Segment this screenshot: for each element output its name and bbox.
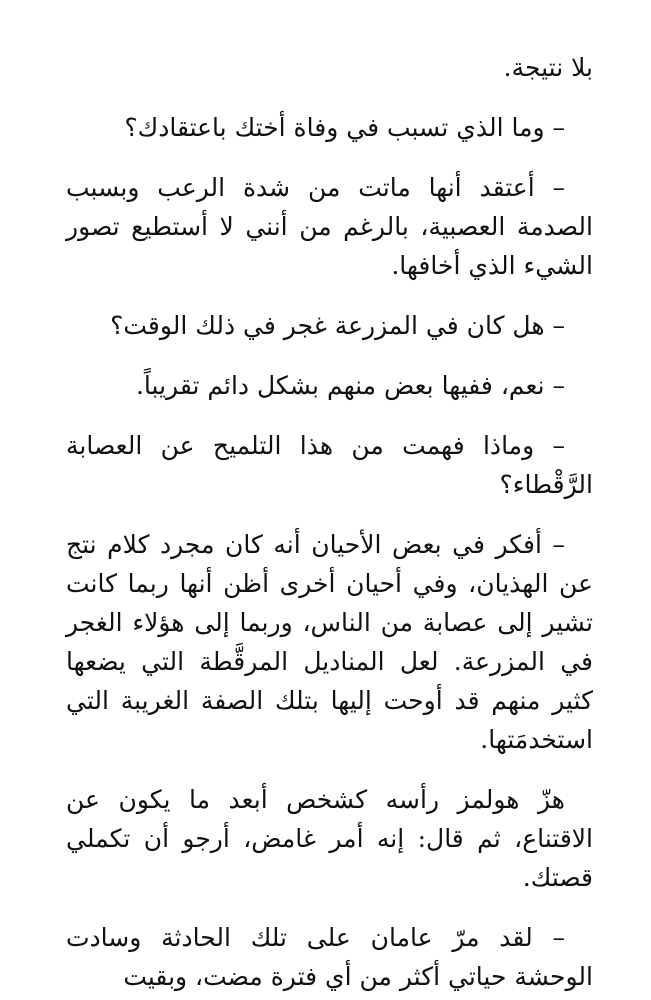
paragraph-continuation: بلا نتيجة. bbox=[503, 53, 593, 82]
book-page bbox=[66, 48, 593, 1000]
paragraph-question-speckled-band: – وماذا فهمت من هذا التلميح عن العصابة الرَّقْطاء؟ bbox=[66, 431, 593, 499]
paragraph-two-years-later: – لقد مرّ عامان على تلك الحادثة وسادت الوحشة حياتي أكثر من أي فترة مضت، وبقيت bbox=[66, 923, 593, 991]
paragraph-answer-gypsies: – نعم، ففيها بعض منهم بشكل دائم تقريباً. bbox=[135, 371, 565, 400]
paragraph-answer-terror: – أعتقد أنها ماتت من شدة الرعب وبسبب الصدمة العصبية، بالرغم من أنني لا أستطيع تصور الشيء الذي أخافها. bbox=[66, 173, 593, 280]
paragraph-question-gypsies: – هل كان في المزرعة غجر في ذلك الوقت؟ bbox=[110, 311, 565, 340]
paragraph-holmes-reaction: هزّ هولمز رأسه كشخص أبعد ما يكون عن الاقتناع، ثم قال: إنه أمر غامض، أرجو أن تكملي قصتك. bbox=[66, 785, 593, 892]
paragraph-answer-speckled-band: – أفكر في بعض الأحيان أنه كان مجرد كلام نتج عن الهذيان، وفي أحيان أخرى أظن أنها ربما كانت تشير إلى عصابة من الناس، وربما إلى هؤلاء الغجر في المزرعة. لعل المناديل المرقَّطة التي يضعها كثير منهم قد أوحت إليها بتلك الصفة الغريبة التي استخدمَتها. bbox=[66, 530, 593, 754]
paragraph-question-cause-of-death: – وما الذي تسبب في وفاة أختك باعتقادك؟ bbox=[124, 113, 565, 142]
